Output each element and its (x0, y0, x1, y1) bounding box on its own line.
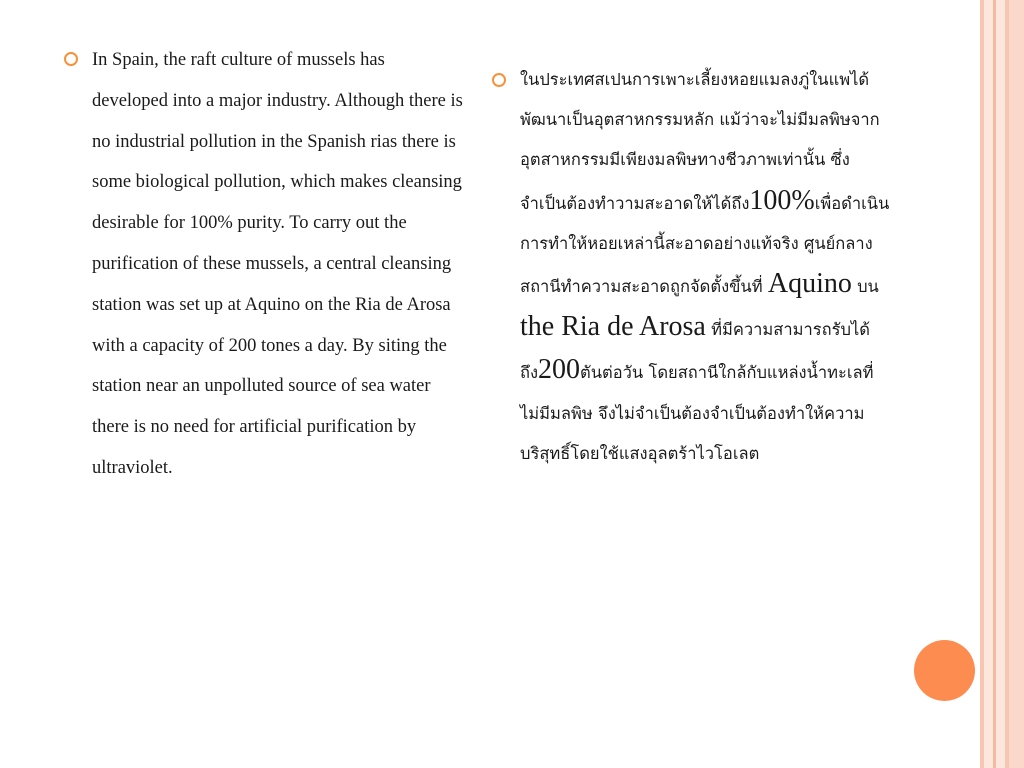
thai-paragraph (520, 60, 892, 474)
ring-bullet-icon (492, 73, 506, 87)
place-name-aquino: Aquino (767, 268, 852, 300)
thai-text-part-2: เพื่อดำเนินการทำให้หอยเหล่านี้สะอาดอย่างแท้จริง ศูนย์กลางสถานีทำความสะอาดถูกจัดตั้งขึ้นที่ (520, 193, 890, 297)
thai-text-part-3: บน (851, 277, 879, 297)
left-column (64, 40, 464, 489)
thai-text-part-1: ในประเทศสเปนการเพาะเลี้ยงหอยแมลงภู่ในแพได้พัฒนาเป็นอุตสาหกรรมหลัก แม้ว่าจะไม่มีมลพิษจากอุตสาหกรรมมีเพียงมลพิษทางชีวภาพเท่านั้น ซึ่งจำเป็นต้องทำวามสะอาดให้ได้ถึง (520, 70, 880, 213)
thai-text-part-5: ตันต่อวัน โดยสถานีใกล้กับแหล่งน้ำทะเลที่ไม่มีมลพิษ จึงไม่จำเป็นต้องจำเป็นต้องทำให้ความบริสุทธิ์โดยใช้แสงอุลตร้าไวโอเลต (520, 363, 874, 463)
bullet-item-english (64, 40, 464, 489)
orange-circle-icon (914, 640, 975, 701)
thai-text-part-4: ที่มีความสามารถรับได้ถึง (520, 320, 870, 383)
bullet-item-thai (492, 60, 892, 474)
percent-value: 100% (749, 184, 815, 216)
stripe (996, 0, 1005, 768)
right-column (492, 60, 892, 474)
place-name-ria: the Ria de Arosa (520, 311, 706, 343)
decorative-side-stripes (980, 0, 1024, 768)
capacity-value: 200 (538, 354, 581, 386)
english-paragraph: In Spain, the raft culture of mussels has developed into a major industry. Although there is no industrial pollution in the Spanish rias there is some biological pollution, which makes cleansing desirable for 100% purity. To carry out the purification of these mussels, a central cleansing station was set up at Aquino on the Ria de Arosa with a capacity of 200 tones a day. By siting the station near an unpolluted source of sea water there is no need for artificial purification by ultraviolet. (92, 50, 463, 478)
stripe (1009, 0, 1024, 768)
stripe (984, 0, 993, 768)
ring-bullet-icon (64, 52, 78, 66)
